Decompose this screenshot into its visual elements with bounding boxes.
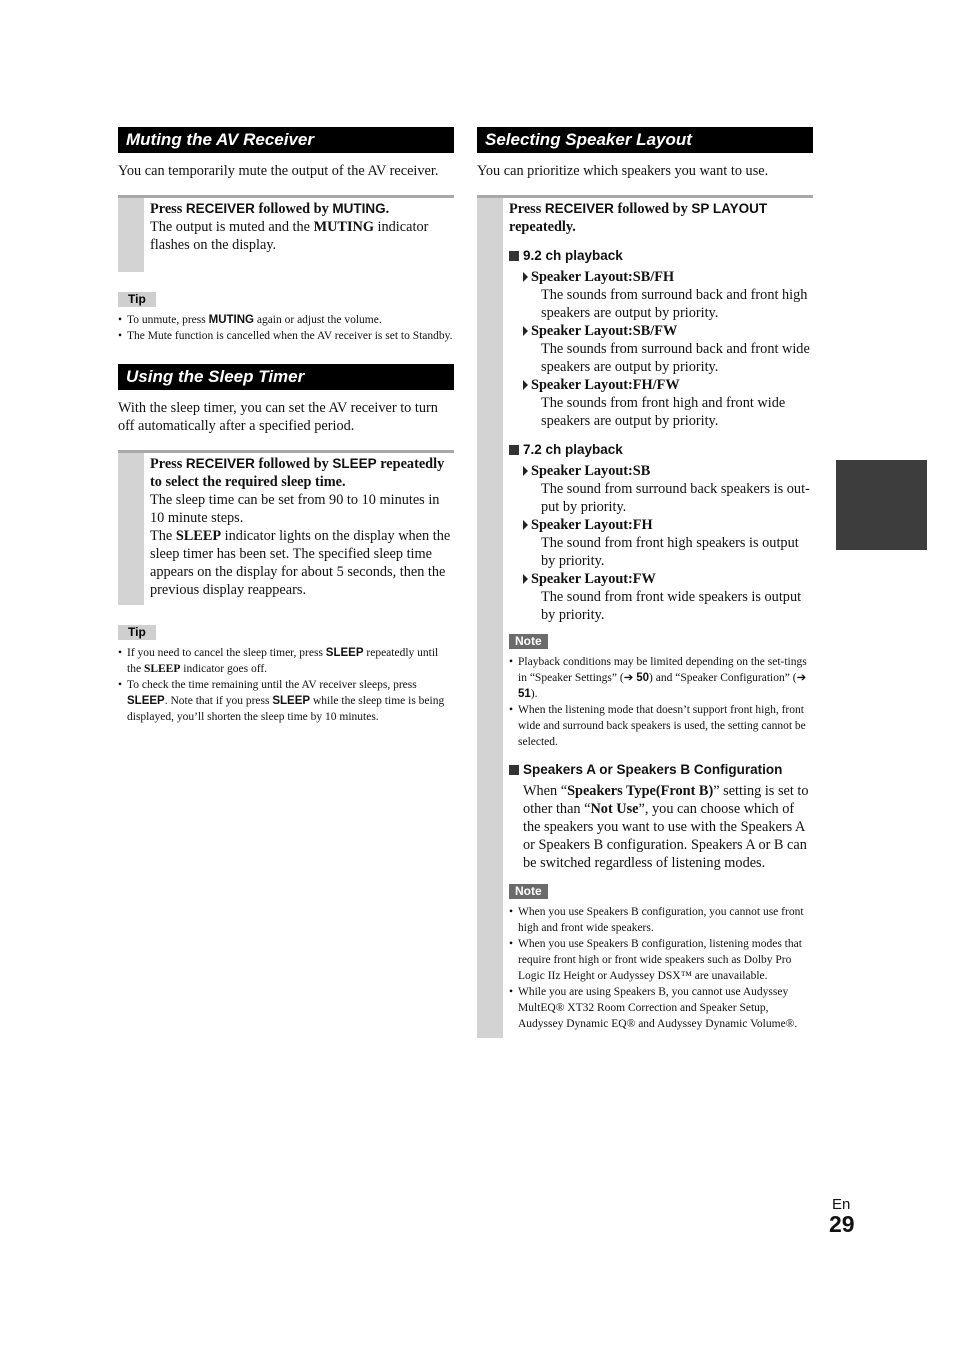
subhead-92: 9.2 ch playback <box>509 247 813 265</box>
muting-desc: The output is muted and the MUTING indicator flashes on the display. <box>150 219 429 253</box>
options-92 <box>509 268 813 430</box>
options-72 <box>509 462 813 624</box>
step-bar <box>477 198 503 1038</box>
list-item: • If you need to cancel the sleep timer, press SLEEP repeatedly until the SLEEP indicator goes off. <box>118 645 454 677</box>
page-language: En <box>832 1196 851 1213</box>
subhead-ab: Speakers A or Speakers B Configuration <box>509 761 813 779</box>
muting-tips <box>118 312 454 344</box>
option-item: Speaker Layout:SB/FH The sounds from surround back and front high speakers are output by priority. <box>523 268 813 322</box>
square-bullet-icon <box>509 251 519 261</box>
note-label: Note <box>509 884 548 899</box>
square-bullet-icon <box>509 765 519 775</box>
muting-intro: You can temporarily mute the output of the AV receiver. <box>118 163 439 179</box>
step-bar <box>118 453 144 605</box>
ab-desc: When “Speakers Type(Front B)” setting is set to other than “Not Use”, you can choose which of the speakers you want to use with the Speakers A or Speakers B configuration. Speakers A or B can be switched regardless of listening modes. <box>523 783 809 871</box>
speaker-notes <box>509 654 813 750</box>
square-bullet-icon <box>509 445 519 455</box>
step-bar <box>118 198 144 272</box>
right-column <box>477 127 813 1038</box>
sleep-tips <box>118 645 454 725</box>
left-column <box>118 127 454 725</box>
list-item: • When you use Speakers B configuration, you cannot use front high and front wide speakers. <box>509 904 813 936</box>
arrow-icon: ➔ <box>796 672 807 684</box>
muting-step: Press RECEIVER followed by MUTING. The output is muted and the MUTING indicator flashes on the display. <box>118 195 454 272</box>
subhead-72: 7.2 ch playback <box>509 441 813 459</box>
muting-key: MUTING <box>332 201 386 216</box>
tip-label: Tip <box>118 625 156 640</box>
ab-notes <box>509 904 813 1032</box>
receiver-key: RECEIVER <box>185 201 255 216</box>
list-item: • The Mute function is cancelled when the AV receiver is set to Standby. <box>118 328 454 344</box>
sleep-intro: With the sleep timer, you can set the AV receiver to turn off automatically after a specified period. <box>118 400 438 434</box>
option-item: Speaker Layout:FH The sound from front high speakers is output by priority. <box>523 516 813 570</box>
sleep-desc-1: The sleep time can be set from 90 to 10 minutes in 10 minute steps. <box>150 492 440 526</box>
sleep-step: Press RECEIVER followed by SLEEP repeatedly to select the required sleep time. The sleep time can be set from 90 to 10 minutes in 10 minute steps. The SLEEP indicator lights on the display when the sleep timer has been set. The specified sleep time appears on the display for about 5 seconds, then the previous display reappears. <box>118 450 454 605</box>
chapter-side-tab <box>836 460 927 550</box>
list-item: • When the listening mode that doesn’t support front high, front wide and surround back speakers is used, the setting cannot be selected. <box>509 702 813 750</box>
tip-label: Tip <box>118 292 156 307</box>
option-item: Speaker Layout:SB/FW The sounds from surround back and front wide speakers are output by priority. <box>523 322 813 376</box>
speaker-step: Press RECEIVER followed by SP LAYOUT repeatedly. 9.2 ch playback Speaker Layout:SB/FH The sounds from surround back and front high speakers are output by priority. Speaker Layout:SB/FW The sounds from surround back and front wide speakers are output by priority. Speaker Layout:FH/FW The sounds from front high and front wide speakers are output by priority. 7.2 ch playback Speaker Layout:SB The sound from surround back speakers is out-put by priority. Speaker Layout:FH The sound from front high speakers is output by priority. Speaker Layout:FW The sound from front wide speakers is output by priority. Note • Playback conditions may be limited depending on the set-tings in “Speaker Settings” (➔ 50) and “Speaker Configuration” (➔ 51). • When the listening mode that doesn’t support front high, front wide and surround back speakers is used, the setting cannot be selected. Speakers A or Speakers B Configuration When “Speakers Type(Front B)” setting is set to other than “Not Use”, you can choose which of the speakers you want to use with the Speakers A or Speakers B configuration. Speakers A or B can be switched regardless of listening modes. Note • When you use Speakers B configuration, you cannot use front high and front wide speakers. • When you use Speakers B configuration, listening modes that require front high or front wide speakers such as Dolby Pro Logic IIz Height or Audyssey DSX™ are unavailable. • While you are using Speakers B, you cannot use Audyssey MultEQ® XT32 Room Correction and Speaker Setup, Audyssey Dynamic EQ® and Audyssey Dynamic Volume®. <box>477 195 813 1038</box>
list-item: • While you are using Speakers B, you cannot use Audyssey MultEQ® XT32 Room Correction and Speaker Setup, Audyssey Dynamic EQ® and Audyssey Dynamic Volume®. <box>509 984 813 1032</box>
arrow-icon: ➔ <box>623 672 634 684</box>
sleep-section-title: Using the Sleep Timer <box>118 364 454 390</box>
sleep-desc-2: The SLEEP indicator lights on the display when the sleep timer has been set. The specified sleep time appears on the display for about 5 seconds, then the previous display reappears. <box>150 528 451 598</box>
muting-section-title: Muting the AV Receiver <box>118 127 454 153</box>
list-item: • When you use Speakers B configuration, listening modes that require front high or front wide speakers such as Dolby Pro Logic IIz Height or Audyssey DSX™ are unavailable. <box>509 936 813 984</box>
list-item: • To unmute, press MUTING again or adjust the volume. <box>118 312 454 328</box>
list-item: • To check the time remaining until the AV receiver sleeps, press SLEEP. Note that if you press SLEEP while the sleep time is being displayed, you’ll shorten the sleep time by 10 minutes. <box>118 677 454 725</box>
option-item: Speaker Layout:FW The sound from front wide speakers is output by priority. <box>523 570 813 624</box>
note-label: Note <box>509 634 548 649</box>
page-number: 29 <box>829 1211 855 1237</box>
speaker-section-title: Selecting Speaker Layout <box>477 127 813 153</box>
speaker-intro: You can prioritize which speakers you want to use. <box>477 163 769 179</box>
option-item: Speaker Layout:SB The sound from surround back speakers is out-put by priority. <box>523 462 813 516</box>
option-item: Speaker Layout:FH/FW The sounds from front high and front wide speakers are output by priority. <box>523 376 813 430</box>
list-item: • Playback conditions may be limited depending on the set-tings in “Speaker Settings” (➔ 50) and “Speaker Configuration” (➔ 51). <box>509 654 813 702</box>
